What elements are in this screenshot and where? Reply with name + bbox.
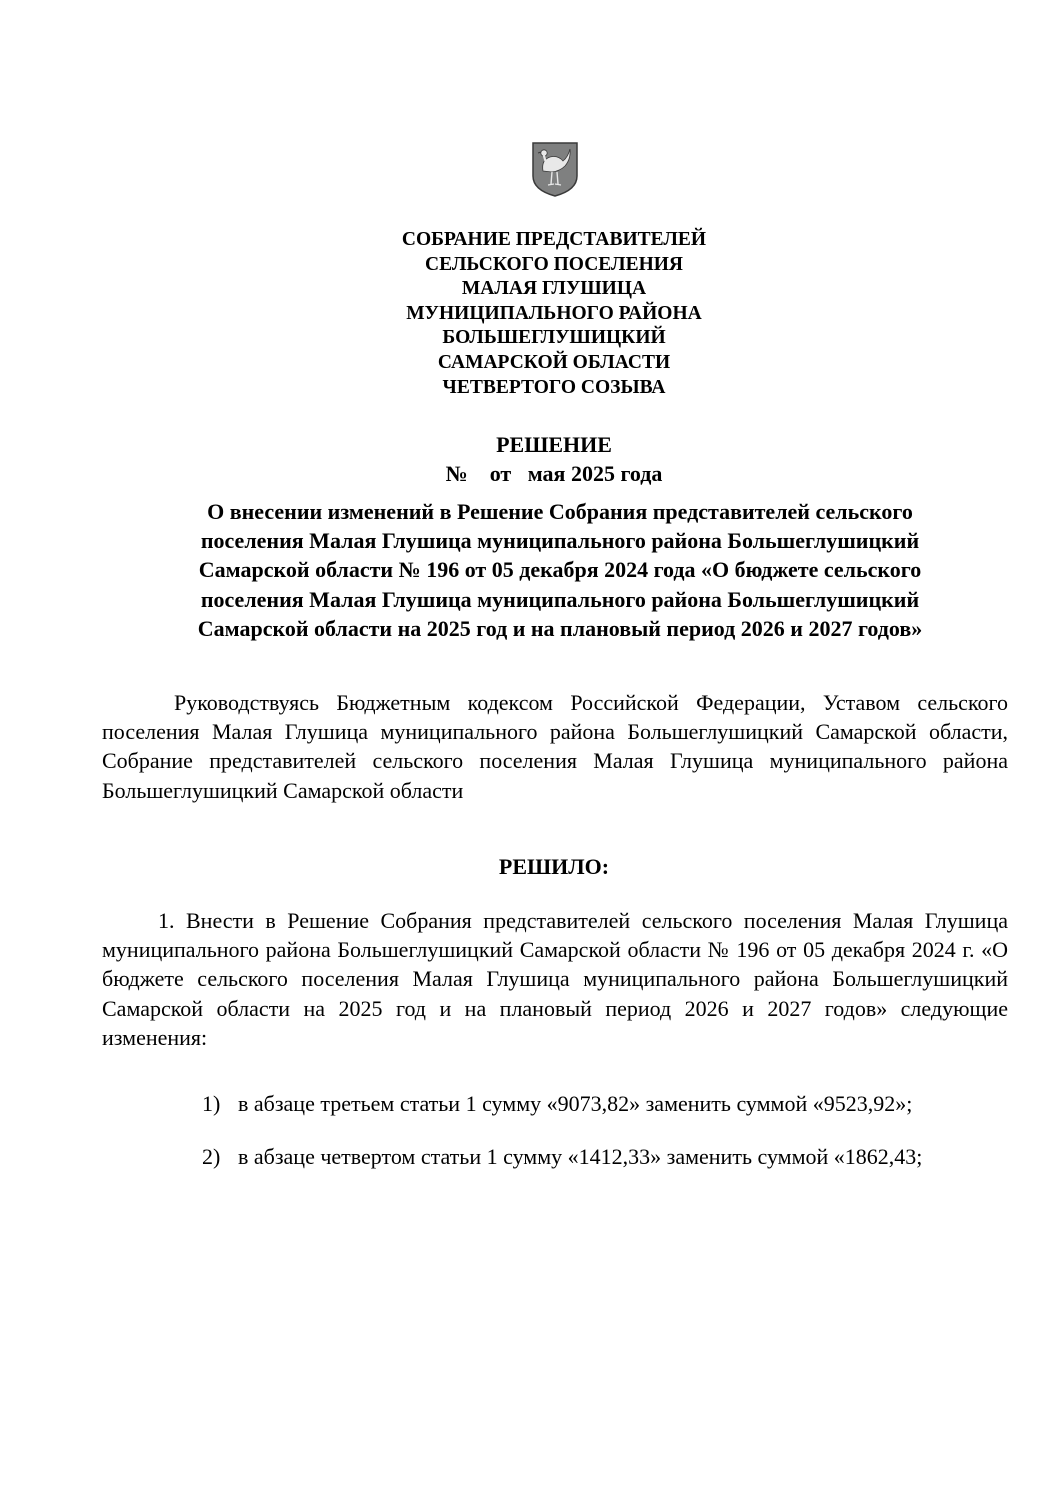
amendment-item: [200, 1142, 1008, 1171]
subject-line: Самарской области № 196 от 05 декабря 2024 года «О бюджете сельского: [198, 557, 922, 583]
header-line: САМАРСКОЙ ОБЛАСТИ: [437, 351, 671, 373]
subject-line: поселения Малая Глушица муниципального района Большеглушицкий: [200, 586, 920, 612]
header-line: БОЛЬШЕГЛУШИЦКИЙ: [442, 327, 666, 349]
header-line: ЧЕТВЕРТОГО СОЗЫВА: [442, 376, 666, 398]
amendments-list: [200, 1089, 1008, 1195]
coat-of-arms-icon: [530, 140, 580, 198]
subject-line: Самарской области на 2025 год и на плановый период 2026 и 2027 годов»: [197, 615, 923, 641]
amendment-number: 1): [202, 1091, 221, 1116]
decision-subject: [130, 497, 990, 643]
issuing-body-header: [300, 228, 808, 400]
decision-title: РЕШЕНИЕ: [496, 432, 612, 457]
decision-number-date: № от мая 2025 года: [445, 461, 663, 486]
subject-line: О внесении изменений в Решение Собрания представителей сельского: [207, 499, 913, 524]
amendment-text: в абзаце четвертом статьи 1 сумму «1412,33» заменить суммой «1862,43;: [238, 1144, 923, 1170]
amendment-number: 2): [202, 1144, 221, 1170]
subject-line: поселения Малая Глушица муниципального района Большеглушицкий: [200, 528, 920, 554]
decision-item-1: 1. Внести в Решение Собрания представителей сельского поселения Малая Глушица муниципального района Большеглушицкий Самарской области № 196 от 05 декабря 2024 г. «О бюджете сельского поселения Малая Глушица муниципального района Большеглушицкий Самарской области на 2025 год и на плановый период 2026 и 2027 годов» следующие изменения:: [102, 908, 1008, 1050]
preamble-paragraph: Руководствуясь Бюджетным кодексом Российской Федерации, Уставом сельского поселения Малая Глушица муниципального района Большеглушицкий Самарской области, Собрание представителей сельского поселения Малая Глушица муниципального района Большеглушицкий Самарской области: [102, 690, 1008, 803]
header-line: СОБРАНИЕ ПРЕДСТАВИТЕЛЕЙ: [401, 229, 707, 250]
amendment-item: [200, 1089, 1008, 1118]
header-line: СЕЛЬСКОГО ПОСЕЛЕНИЯ: [425, 253, 683, 275]
amendment-text: в абзаце третьем статьи 1 сумму «9073,82» заменить суммой «9523,92»;: [238, 1091, 913, 1116]
decided-heading: РЕШИЛО:: [498, 854, 610, 879]
header-line: МУНИЦИПАЛЬНОГО РАЙОНА: [406, 302, 702, 324]
header-line: МАЛАЯ ГЛУШИЦА: [461, 278, 647, 300]
